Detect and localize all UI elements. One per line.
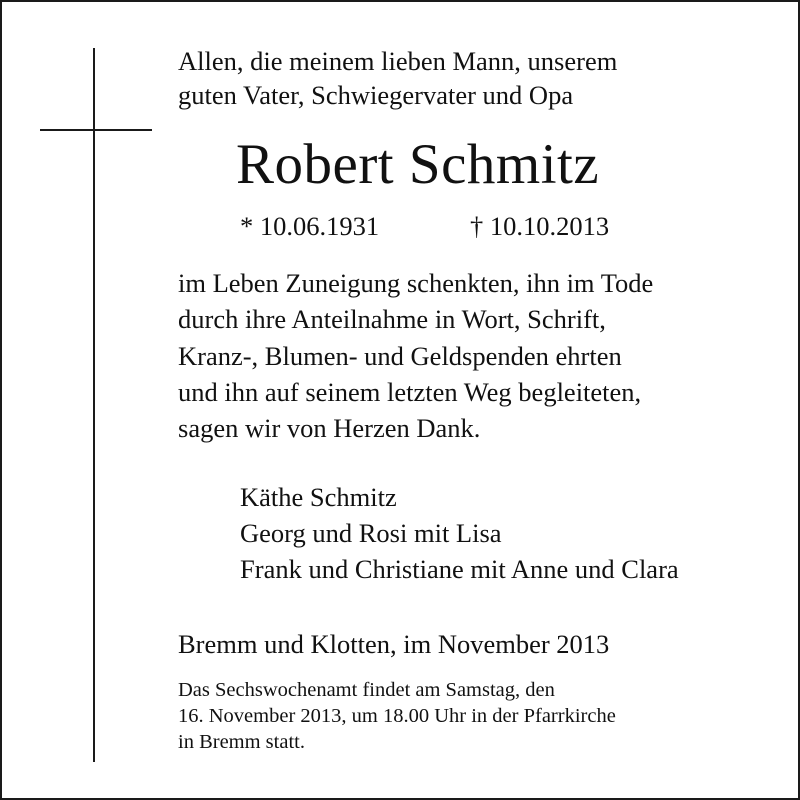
body-line: sagen wir von Herzen Dank. [178,413,481,444]
intro-line: Allen, die meinem lieben Mann, unserem [178,46,618,76]
body-line: im Leben Zuneigung schenkten, ihn im Tode [178,268,654,298]
intro-line: guten Vater, Schwiegervater und Opa [178,80,574,110]
body-line: durch ihre Anteilnahme in Wort, Schrift, [178,304,606,335]
death-date: † 10.10.2013 [470,211,610,241]
family-line: Käthe Schmitz [240,482,397,512]
service-line: 16. November 2013, um 18.00 Uhr in der Pfarrkirche [178,705,616,727]
cross-symbol-horizontal [40,129,152,131]
deceased-name: Robert Schmitz [236,133,600,196]
family-line: Georg und Rosi mit Lisa [240,518,502,548]
service-line: Das Sechswochenamt findet am Samstag, den [178,679,555,701]
thank-you-text [178,265,653,446]
intro-text [178,44,617,112]
cross-symbol-vertical [93,48,95,762]
family-names [240,479,679,587]
family-line: Frank und Christiane mit Anne und Clara [240,554,679,584]
birth-date: * 10.06.1931 [240,211,380,241]
service-notice [178,677,616,755]
body-line: und ihn auf seinem letzten Weg begleiteten, [178,376,642,407]
place-date: Bremm und Klotten, im November 2013 [178,629,610,659]
body-line: Kranz-, Blumen- und Geldspenden ehrten [178,340,622,371]
service-line: in Bremm statt. [178,731,305,753]
